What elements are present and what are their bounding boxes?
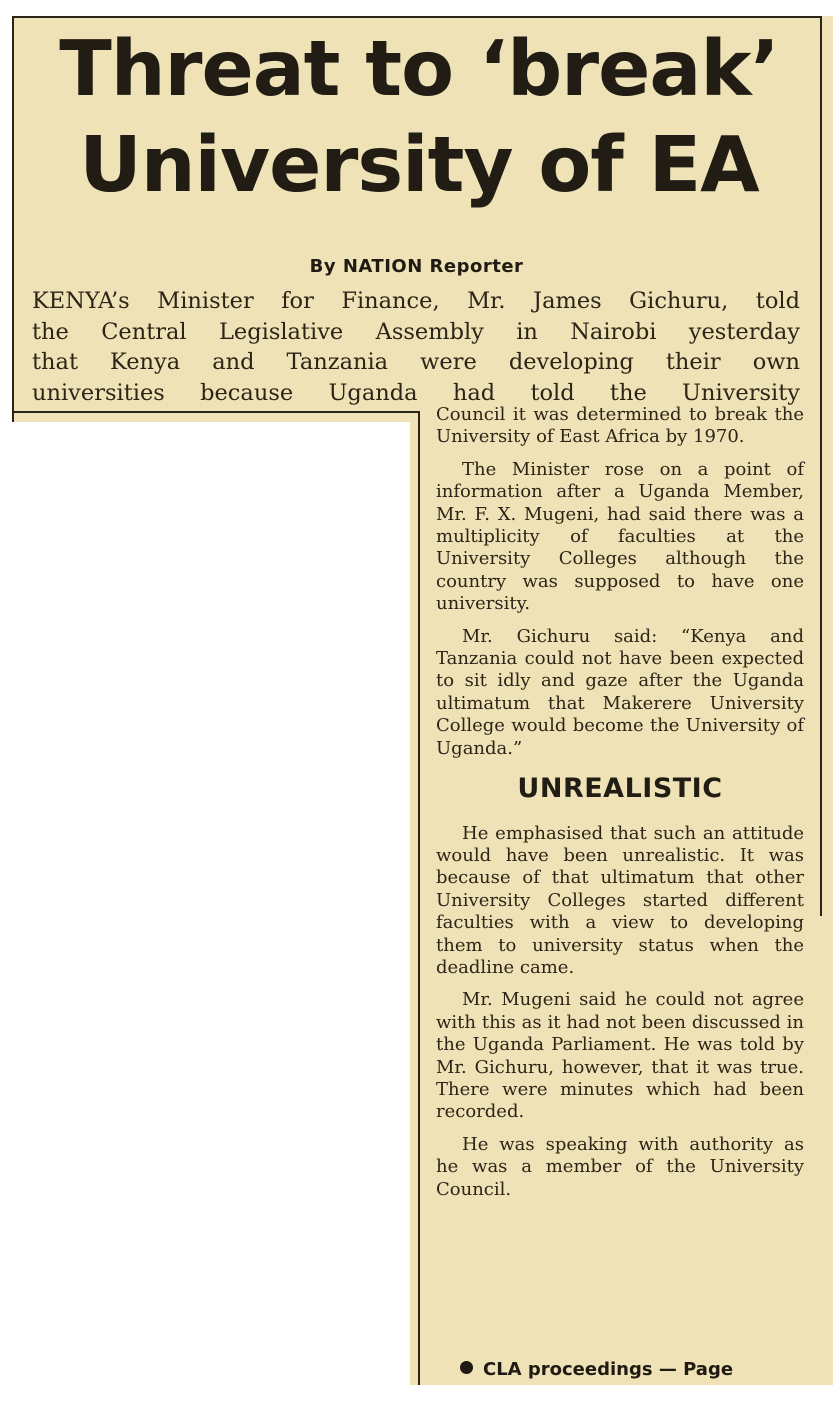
body-paragraph: He emphasised that such an attitude would have been unrealistic. It was because of that ultimatum that other University Colleges started different faculties with a view to developing them to university status when the deadline came. <box>436 822 804 978</box>
body-column <box>436 404 804 1211</box>
body-paragraph: Mr. Mugeni said he could not agree with this as it had not been discussed in the Uganda Parliament. He was told by Mr. Gichuru, however, that it was true. There were minutes which had been recorded. <box>436 989 804 1123</box>
continuation-note <box>460 1359 805 1380</box>
headline-line-1: Threat to ‘break’ <box>59 25 779 114</box>
headline-line-2: University of EA <box>79 121 759 210</box>
frame-right-rule <box>820 16 822 916</box>
lead-paragraph <box>32 286 800 408</box>
column-left-rule <box>418 411 420 1385</box>
frame-step-rule <box>12 411 420 413</box>
body-paragraph: The Minister rose on a point of information after a Uganda Member, Mr. F. X. Mugeni, had said there was a multiplicity of faculties at the University Colleges although the country was supposed to have one university. <box>436 458 804 615</box>
bullet-icon <box>460 1361 473 1374</box>
subheading: UNREALISTIC <box>517 773 723 805</box>
body-paragraph: Council it was determined to break the University of East Africa by 1970. <box>436 404 804 448</box>
body-paragraph: He was speaking with authority as he was a member of the University Council. <box>436 1133 804 1200</box>
lead-line: KENYA’s Minister for Finance, Mr. James Gichuru, told <box>32 288 800 314</box>
frame-left-rule <box>12 16 14 422</box>
byline: By NATION Reporter <box>309 256 524 277</box>
body-paragraph: Mr. Gichuru said: “Kenya and Tanzania could not have been expected to sit idly and gaze after the Uganda ultimatum that Makerere University College would become the University of Uganda.” <box>436 625 804 759</box>
continuation-text: CLA proceedings — Page <box>483 1359 734 1380</box>
lead-line: the Central Legislative Assembly in Nairobi yesterday <box>32 318 800 345</box>
lead-line: that Kenya and Tanzania were developing their own <box>32 349 800 375</box>
lead-line: universities because Uganda had told the University <box>32 379 800 406</box>
frame-top-rule <box>12 16 822 18</box>
headline <box>24 22 814 214</box>
